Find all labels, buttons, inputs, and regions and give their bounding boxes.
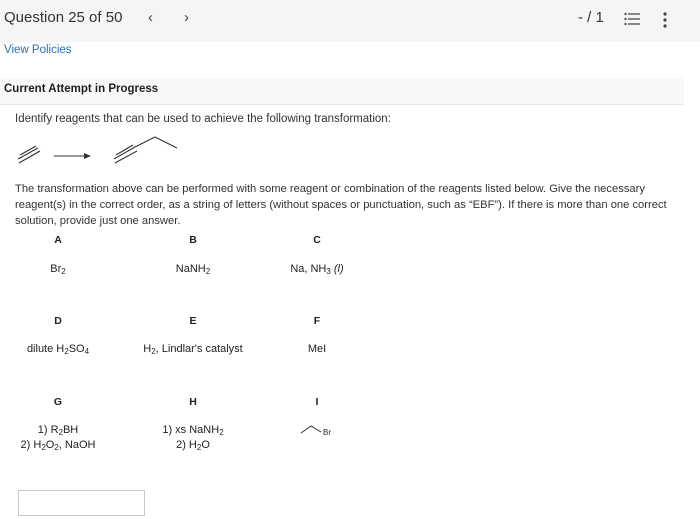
reagent-h: 1) xs NaNH$_2$ 2) $H_2O$: [162, 424, 224, 452]
chevron-left-icon[interactable]: ‹: [148, 9, 153, 26]
attempt-status-bar: [0, 78, 684, 105]
reagent-letter-c: C: [313, 234, 321, 246]
answer-input[interactable]: [18, 490, 145, 516]
reagent-a: $Br_2$: [50, 263, 66, 276]
reaction-arrow: [54, 153, 91, 159]
reagent-b: NaNH$_2$: [175, 263, 211, 276]
view-policies-link[interactable]: View Policies: [4, 44, 72, 56]
reagent-c: Na, $NH_3$ (l): [290, 263, 344, 276]
score-display: - / 1: [578, 9, 604, 26]
reagent-e: $H_2$, Lindlar's catalyst: [143, 343, 243, 356]
reagent-letter-e: E: [189, 315, 197, 327]
reagent-letter-h: H: [189, 396, 197, 408]
reactant-alkyne: [18, 146, 40, 163]
question-prompt: Identify reagents that can be used to achieve the following transformation:: [15, 113, 391, 125]
reagent-letter-d: D: [54, 315, 62, 327]
question-instructions: The transformation above can be performed with some reagent or combination of the reagents listed below. Give the necessary reagent(s) in the correct order, as a string of letters (without spaces or punctuation, such as “EBF”). If there is more than one correct solution, provide just one answer.: [15, 183, 667, 227]
chevron-right-icon[interactable]: ›: [184, 9, 189, 26]
reagent-letter-f: F: [313, 315, 321, 327]
reagent-letter-b: B: [189, 234, 197, 246]
reagent-letter-g: G: [53, 396, 63, 408]
attempt-label: Current Attempt in Progress: [4, 83, 159, 95]
reagent-d: dilute $H_2SO_4$: [26, 343, 90, 356]
question-header: [0, 0, 700, 42]
reagent-i-br-label: Br: [323, 428, 331, 437]
reagent-f: MeI: [307, 343, 327, 355]
kebab-menu-icon[interactable]: [662, 11, 668, 29]
product-alkyne: [114, 137, 177, 163]
reagent-g: 1) $R_2BH$ 2) $H_2O_2$, NaOH: [20, 424, 96, 452]
reagent-i-structure: [299, 421, 343, 441]
reagent-letter-a: A: [54, 234, 62, 246]
reagent-letter-i: I: [315, 396, 319, 408]
question-number: Question 25 of 50: [4, 9, 123, 26]
reaction-scheme: [12, 131, 192, 173]
list-icon[interactable]: [624, 12, 640, 26]
